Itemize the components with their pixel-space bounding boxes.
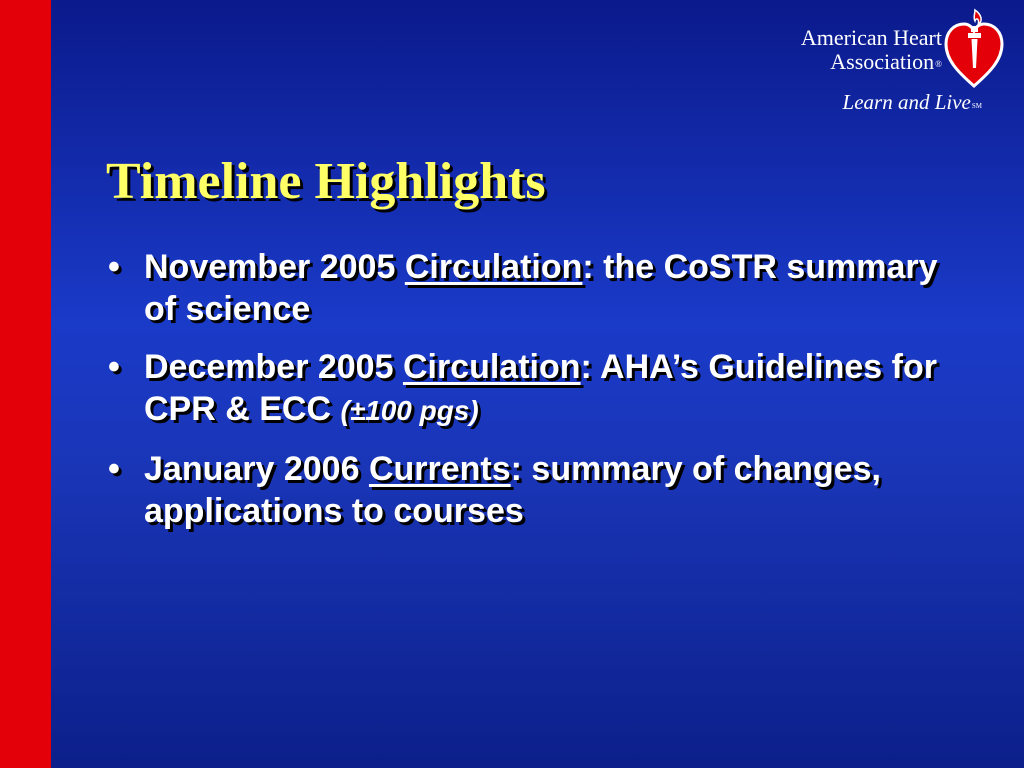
bullet-item-1 [106, 246, 966, 330]
logo-wordmark [760, 26, 942, 76]
bullet-3-text: : summary of changes, applications to courses [144, 450, 881, 530]
red-side-bar [0, 0, 51, 768]
bullet-1-date: November 2005 [144, 248, 405, 286]
bullet-list [106, 246, 966, 548]
bullet-2-text: : AHA’s Guidelines for CPR & ECC [144, 348, 937, 428]
bullet-dot: • [108, 248, 120, 286]
logo-line-1: American Heart [800, 25, 942, 50]
tagline-text: Learn and Live [842, 90, 971, 114]
heart-torch-icon [942, 8, 1006, 88]
bullet-2-date: December 2005 [144, 348, 403, 386]
bullet-1-text: : the CoSTR summary of science [144, 248, 938, 328]
bullet-dot: • [108, 450, 120, 488]
service-mark: SM [971, 102, 982, 110]
logo-tagline [760, 90, 982, 115]
bullet-3-date: January 2006 [144, 450, 369, 488]
bullet-3-publication: Currents [368, 450, 511, 488]
bullet-2-note: (±100 pgs) [340, 395, 479, 426]
aha-logo [760, 8, 1024, 120]
bullet-1-publication: Circulation [404, 248, 583, 286]
bullet-dot: • [108, 348, 120, 386]
bullet-item-3 [106, 448, 966, 532]
logo-line-2-text: Association [830, 49, 935, 74]
slide-title: Timeline Highlights [106, 153, 546, 210]
registered-mark: ® [935, 59, 942, 69]
logo-line-2 [760, 50, 942, 76]
bullet-2-publication: Circulation [402, 348, 581, 386]
bullet-item-2 [106, 346, 966, 432]
